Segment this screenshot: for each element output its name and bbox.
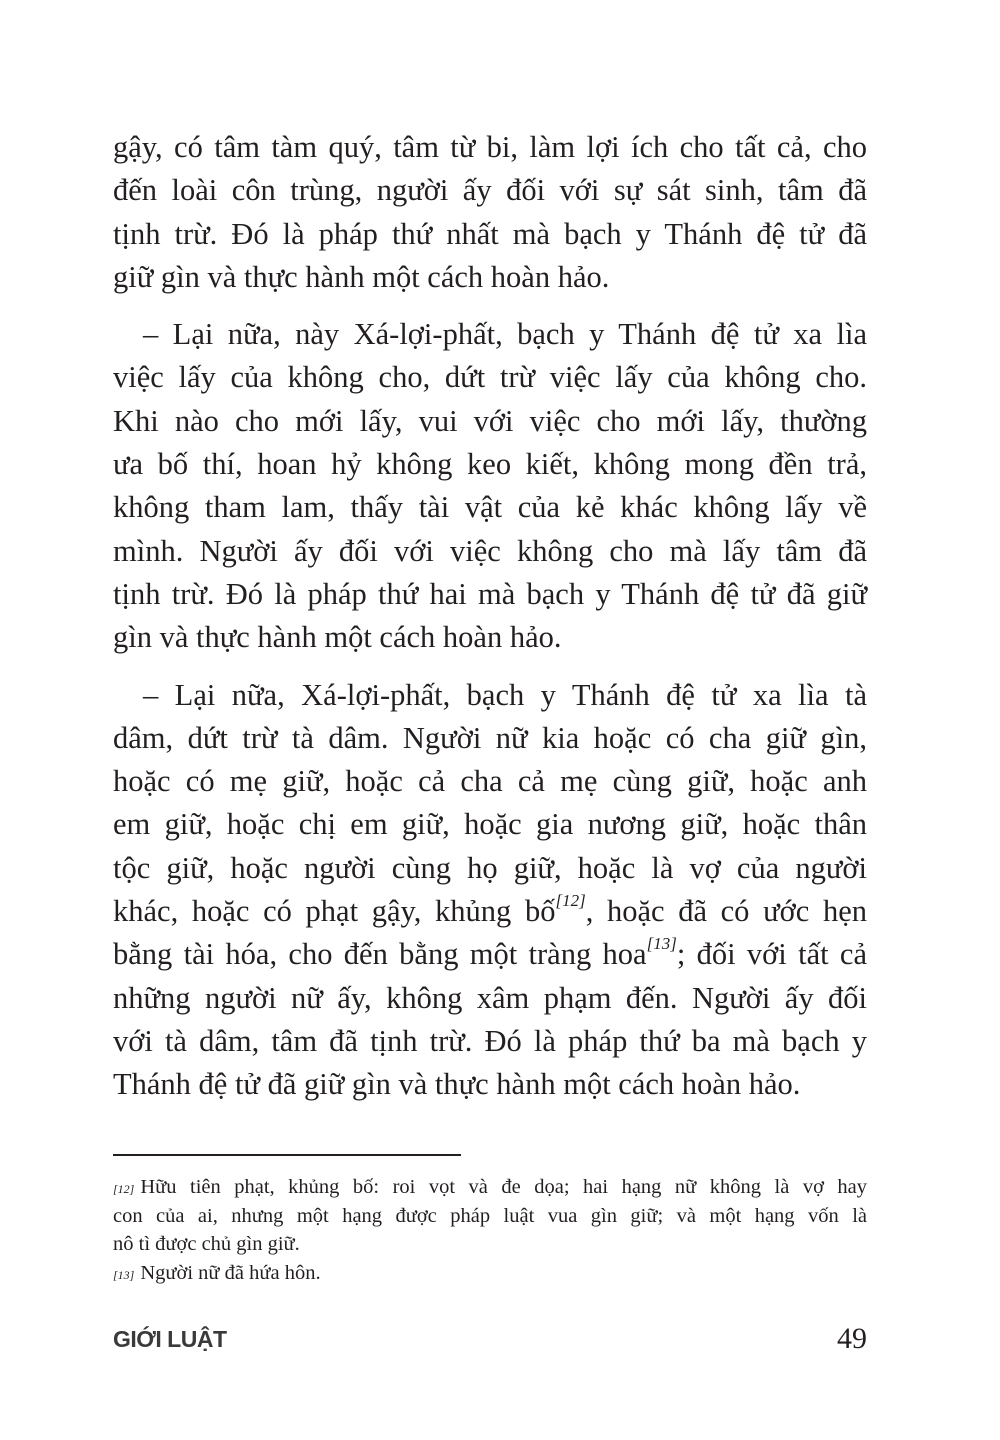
- text-line: không tham lam, thấy tài vật của kẻ khác không lấy về: [113, 490, 867, 525]
- footnote-divider: [113, 1154, 461, 1156]
- footnote-12: [113, 1173, 867, 1259]
- footnote-mark: [13]: [113, 1267, 135, 1282]
- footnote-mark: [12]: [113, 1182, 135, 1196]
- text-line: tịnh trừ. Đó là pháp thứ hai mà bạch y Thánh đệ tử đã giữ: [113, 576, 867, 611]
- text-line: – Lại nữa, Xá-lợi-phất, bạch y Thánh đệ tử xa lìa tà: [143, 677, 867, 712]
- text-segment: bằng tài hóa, cho đến bằng một tràng hoa: [113, 937, 647, 972]
- text-segment: ; đối với tất cả: [676, 937, 867, 972]
- footnote-ref-13[interactable]: [13]: [646, 934, 677, 954]
- footnote-line: con của ai, nhưng một hạng được pháp luật vua gìn giữ; và một hạng vốn là: [113, 1204, 867, 1227]
- paragraph-3: [113, 674, 867, 1107]
- text-line: việc lấy của không cho, dứt trừ việc lấy của không cho.: [113, 360, 867, 395]
- text-line: gậy, có tâm tàm quý, tâm từ bi, làm lợi ích cho tất cả, cho: [113, 130, 867, 164]
- text-line: mình. Người ấy đối với việc không cho mà lấy tâm đã: [113, 533, 867, 568]
- text-line: giữ gìn và thực hành một cách hoàn hảo.: [113, 259, 610, 294]
- text-line: những người nữ ấy, không xâm phạm đến. Người ấy đối: [113, 980, 867, 1015]
- text-line: – Lại nữa, này Xá-lợi-phất, bạch y Thánh đệ tử xa lìa: [143, 317, 867, 352]
- footnote-line: [113, 1173, 867, 1202]
- body-text: [113, 126, 867, 1107]
- footnote-13: [113, 1259, 867, 1288]
- footnote-text: Người nữ đã hứa hôn.: [140, 1261, 321, 1284]
- text-segment: khác, hoặc có phạt gậy, khủng bố: [113, 894, 556, 929]
- footnote-text: Hữu tiên phạt, khủng bố: roi vọt và đe dọa; hai hạng nữ không là vợ hay: [140, 1176, 867, 1198]
- text-line: ưa bố thí, hoan hỷ không keo kiết, không mong đền trả,: [113, 447, 867, 482]
- paragraph-2: [113, 313, 867, 659]
- footnote-line: [113, 1259, 867, 1288]
- text-line: tịnh trừ. Đó là pháp thứ nhất mà bạch y Thánh đệ tử đã: [113, 216, 867, 251]
- text-line: hoặc có mẹ giữ, hoặc cả cha cả mẹ cùng giữ, hoặc anh: [113, 764, 867, 799]
- text-line: Khi nào cho mới lấy, vui với việc cho mới lấy, thường: [113, 403, 867, 438]
- footnote-line: nô tì được chủ gìn giữ.: [113, 1233, 300, 1255]
- text-line: [113, 890, 867, 933]
- text-line: [113, 933, 867, 976]
- text-line: em giữ, hoặc chị em giữ, hoặc gia nương giữ, hoặc thân: [113, 807, 867, 842]
- text-line: tộc giữ, hoặc người cùng họ giữ, hoặc là vợ của người: [113, 850, 867, 885]
- text-line: gìn và thực hành một cách hoàn hảo.: [113, 620, 562, 655]
- running-footer-title: GIỚI LUẬT: [113, 1326, 227, 1352]
- text-segment: , hoặc đã có ước hẹn: [585, 894, 867, 929]
- text-line: dâm, dứt trừ tà dâm. Người nữ kia hoặc có cha giữ gìn,: [113, 720, 867, 755]
- text-line: đến loài côn trùng, người ấy đối với sự sát sinh, tâm đã: [113, 173, 867, 208]
- text-line: với tà dâm, tâm đã tịnh trừ. Đó là pháp thứ ba mà bạch y: [113, 1023, 867, 1058]
- page-number: 49: [837, 1322, 867, 1355]
- text-line: Thánh đệ tử đã giữ gìn và thực hành một cách hoàn hảo.: [113, 1067, 801, 1102]
- footnotes: [113, 1173, 867, 1287]
- paragraph-1: [113, 126, 867, 299]
- footnote-ref-12[interactable]: [12]: [555, 891, 586, 911]
